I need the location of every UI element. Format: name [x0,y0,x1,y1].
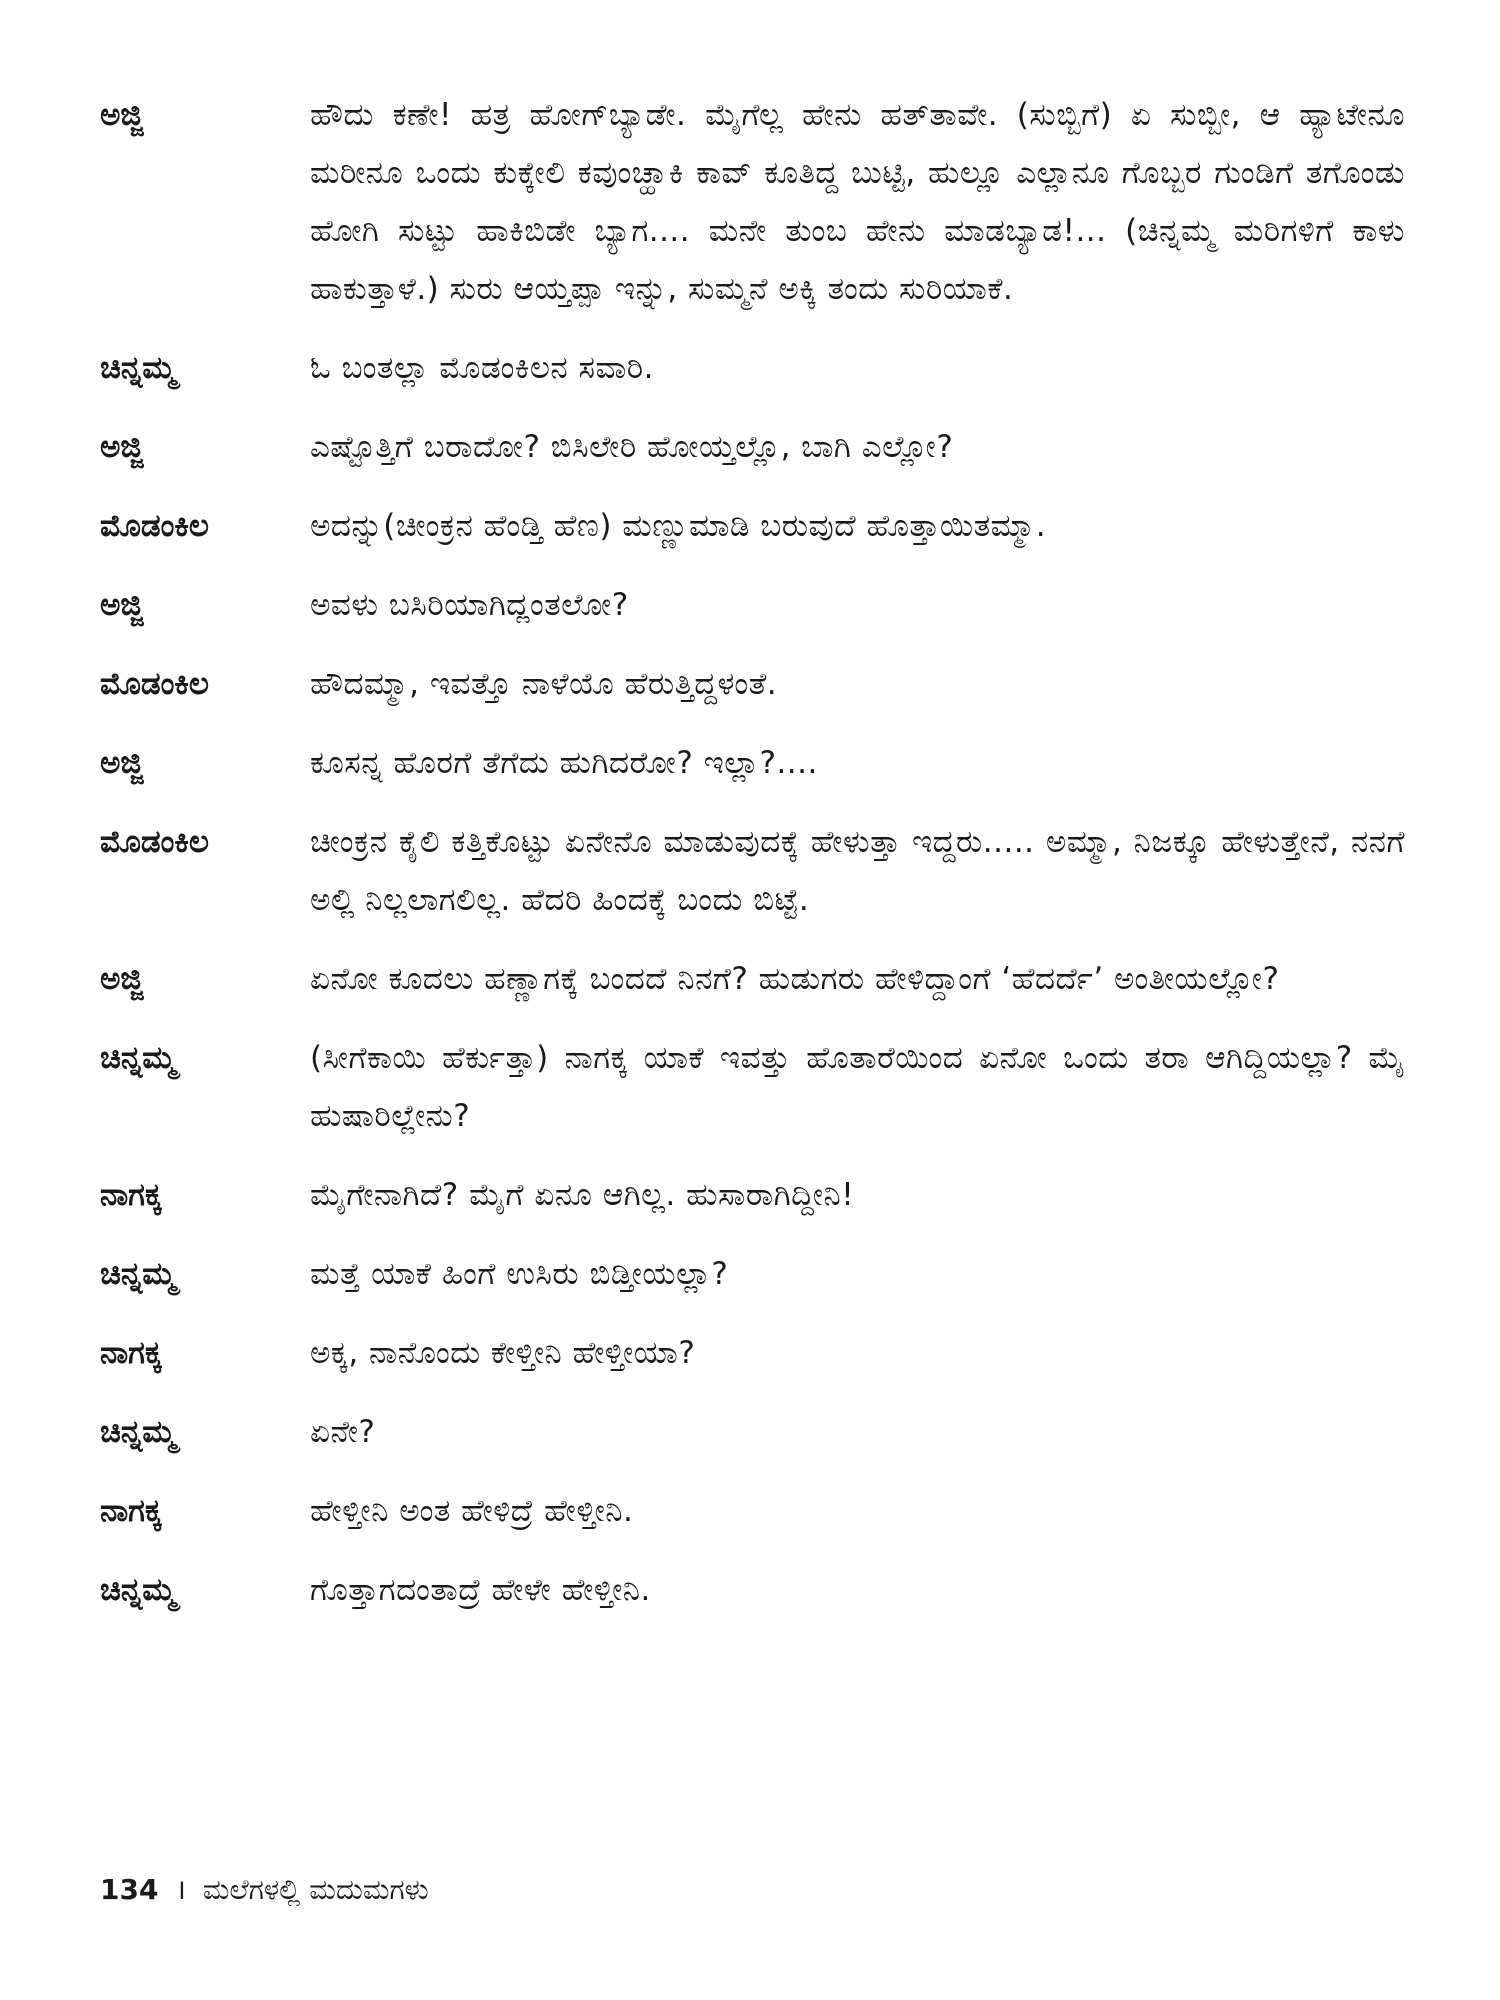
speaker-name: ಮೊಡಂಕಿಲ [100,666,209,702]
dialogue-block [100,86,1405,1640]
speech-text: ಏನೋ ಕೂದಲು ಹಣ್ಣಾಗಕ್ಕೆ ಬಂದದೆ ನಿನಗೆ? ಹುಡುಗರು ಹೇಳಿದ್ದಾಂಗೆ ‘ಹೆದರ್ದೆ’ ಅಂತೀಯಲ್ಲೋ? [310,961,1280,997]
speech-text: ಹೌದಮ್ಮಾ, ಇವತ್ತೊ ನಾಳೆಯೊ ಹೆರುತ್ತಿದ್ದಳಂತೆ. [310,666,778,702]
page-footer [100,1870,429,1910]
dialogue-line [100,1403,1405,1461]
dialogue-line [100,1482,1405,1540]
speech-text: ಅವಳು ಬಸಿರಿಯಾಗಿದ್ಲಂತಲೋ? [310,587,629,623]
speech-text: ಎಷ್ಟೊತ್ತಿಗೆ ಬರಾದೋ? ಬಿಸಿಲೇರಿ ಹೋಯ್ತಲ್ಲೊ, ಬಾಗಿ ಎಲ್ಲೋ? [310,429,954,465]
dialogue-line [100,1324,1405,1382]
page-number: 134 [100,1873,159,1906]
speech-text: ಏನೇ? [310,1414,376,1450]
dialogue-line [100,339,1405,397]
speaker-name: ಅಜ್ಜಿ [100,429,144,465]
speaker-name: ನಾಗಕ್ಕ [100,1177,162,1213]
speech-text: ಕೂಸನ್ನ ಹೊರಗೆ ತೆಗೆದು ಹುಗಿದರೋ? ಇಲ್ಲಾ?.... [310,745,818,781]
speaker-name: ನಾಗಕ್ಕ [100,1493,162,1529]
speech-text: ಅದನ್ನು(ಚೀಂಕ್ರನ ಹೆಂಡ್ತಿ ಹೆಣ) ಮಣ್ಣುಮಾಡಿ ಬರುವುದೆ ಹೊತ್ತಾಯಿತಮ್ಮಾ. [310,508,1047,544]
speaker-name: ಮೊಡಂಕಿಲ [100,824,209,860]
speaker-name: ಅಜ್ಜಿ [100,745,144,781]
dialogue-line [100,576,1405,634]
dialogue-line [100,1029,1405,1145]
speaker-name: ಅಜ್ಜಿ [100,97,144,133]
speaker-name: ಚಿನ್ನಮ್ಮ [100,1572,176,1608]
dialogue-line [100,86,1405,318]
dialogue-line [100,497,1405,555]
speech-text: ಮತ್ತೆ ಯಾಕೆ ಹಿಂಗೆ ಉಸಿರು ಬಿಡ್ತೀಯಲ್ಲಾ? [310,1256,729,1292]
footer-separator: । [175,1873,186,1906]
speech-text: ಚೀಂಕ್ರನ ಕೈಲಿ ಕತ್ತಿಕೊಟ್ಟು ಏನೇನೊ ಮಾಡುವುದಕ್ಕೆ ಹೇಳುತ್ತಾ ಇದ್ದರು..... ಅಮ್ಮಾ, ನಿಜಕ್ಕೂ ಹೇಳುತ್ತೇನೆ, ನನಗೆ ಅಲ್ಲಿ ನಿಲ್ಲಲಾಗಲಿಲ್ಲ. ಹೆದರಿ ಹಿಂದಕ್ಕೆ ಬಂದು ಬಿಟ್ಟೆ. [310,824,1405,918]
dialogue-line [100,1245,1405,1303]
speaker-name: ಚಿನ್ನಮ್ಮ [100,350,176,386]
speaker-name: ಅಜ್ಜಿ [100,587,144,623]
dialogue-line [100,813,1405,929]
speech-text: ಹೌದು ಕಣೇ! ಹತ್ರ ಹೋಗ್‌ಬ್ಯಾಡೇ. ಮೈಗೆಲ್ಲ ಹೇನು ಹತ್‌ತಾವೇ. (ಸುಬ್ಬಿಗೆ) ಏ ಸುಬ್ಬೀ, ಆ ಹ್ಯಾಟೇನೂ ಮರೀನೂ ಒಂದು ಕುಕ್ಕೇಲಿ ಕವುಂಚ್ಹಾಕಿ ಕಾವ್ ಕೂತಿದ್ದ ಬುಟ್ಟಿ, ಹುಲ್ಲೂ ಎಲ್ಲಾನೂ ಗೊಬ್ಬರ ಗುಂಡಿಗೆ ತಗೊಂಡು ಹೋಗಿ ಸುಟ್ಟು ಹಾಕಿಬಿಡೇ ಬ್ಯಾಗ.... ಮನೇ ತುಂಬ ಹೇನು ಮಾಡಬ್ಯಾಡ!... (ಚಿನ್ನಮ್ಮ ಮರಿಗಳಿಗೆ ಕಾಳು ಹಾಕುತ್ತಾಳೆ.) ಸುರು ಆಯ್ತಪ್ಪಾ ಇನ್ನು, ಸುಮ್ಮನೆ ಅಕ್ಕಿ ತಂದು ಸುರಿಯಾಕೆ. [310,97,1405,307]
speaker-name: ಅಜ್ಜಿ [100,961,144,997]
dialogue-line [100,1561,1405,1619]
book-title: ಮಲೆಗಳಲ್ಲಿ ಮದುಮಗಳು [202,1873,429,1906]
speech-text: ಅಕ್ಕ, ನಾನೊಂದು ಕೇಳ್ತೀನಿ ಹೇಳ್ತೀಯಾ? [310,1335,696,1371]
dialogue-line [100,1166,1405,1224]
speaker-name: ಮೊಡಂಕಿಲ [100,508,209,544]
speech-text: ಓ ಬಂತಲ್ಲಾ ಮೊಡಂಕಿಲನ ಸವಾರಿ. [310,350,655,386]
speech-text: ಗೊತ್ತಾಗದಂತಾದ್ರೆ ಹೇಳೇ ಹೇಳ್ತೀನಿ. [310,1572,651,1608]
speech-text: ಮೈಗೇನಾಗಿದೆ? ಮೈಗೆ ಏನೂ ಆಗಿಲ್ಲ. ಹುಸಾರಾಗಿದ್ದೀನಿ! [310,1177,855,1213]
speaker-name: ನಾಗಕ್ಕ [100,1335,162,1371]
speaker-name: ಚಿನ್ನಮ್ಮ [100,1414,176,1450]
dialogue-line [100,655,1405,713]
speech-text: (ಸೀಗೆಕಾಯಿ ಹೆರ್ಕುತ್ತಾ) ನಾಗಕ್ಕ ಯಾಕೆ ಇವತ್ತು ಹೊತಾರೆಯಿಂದ ಏನೋ ಒಂದು ತರಾ ಆಗಿದ್ದಿಯಲ್ಲಾ? ಮೈ ಹುಷಾರಿಲ್ಲೇನು? [310,1040,1405,1134]
speaker-name: ಚಿನ್ನಮ್ಮ [100,1256,176,1292]
dialogue-line [100,418,1405,476]
dialogue-line [100,734,1405,792]
speech-text: ಹೇಳ್ತೀನಿ ಅಂತ ಹೇಳಿದ್ರೆ ಹೇಳ್ತೀನಿ. [310,1493,634,1529]
speaker-name: ಚಿನ್ನಮ್ಮ [100,1040,176,1076]
dialogue-line [100,950,1405,1008]
